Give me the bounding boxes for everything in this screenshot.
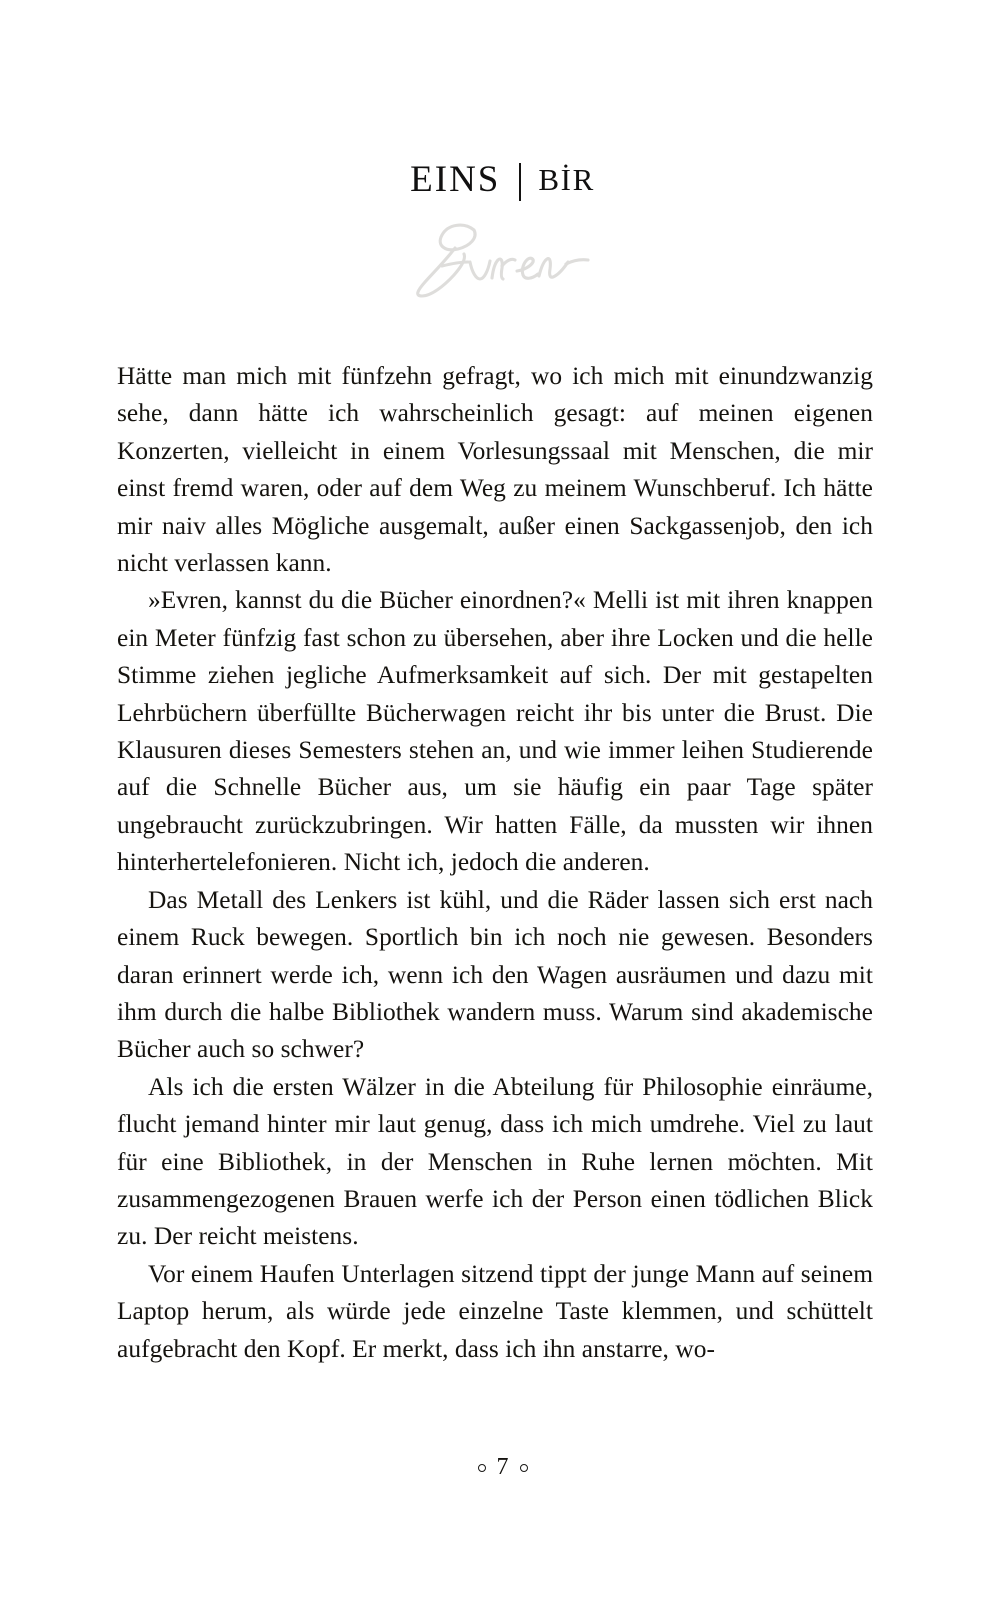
chapter-number-label: EINS <box>410 159 501 200</box>
chapter-heading <box>0 158 1005 201</box>
paragraph: Als ich die ersten Wälzer in die Abteilung für Philosophie einräume, flucht jemand hinter mir laut genug, dass ich mich umdrehe. Viel zu laut für eine Bibliothek, in der Menschen in Ruhe lernen möchten. Mit zusammengezogenen Brauen werfe ich der Person einen tödlichen Blick zu. Der reicht meistens. <box>117 1072 873 1251</box>
handwritten-name-icon <box>398 216 608 304</box>
circle-ornament-icon <box>478 1464 486 1472</box>
page-footer <box>0 1455 1005 1479</box>
page-number: 7 <box>496 1454 509 1480</box>
paragraph: Vor einem Haufen Unterlagen sitzend tippt der junge Mann auf seinem Laptop herum, als würde jede einzelne Taste klemmen, und schüttelt aufgebracht den Kopf. Er merkt, dass ich ihn anstarre, wo- <box>117 1259 873 1363</box>
chapter-heading-line <box>410 158 595 201</box>
folio <box>478 1455 528 1479</box>
chapter-signature <box>0 216 1005 304</box>
paragraph: Hätte man mich mit fünfzehn gefragt, wo ich mich mit einundzwanzig sehe, dann hätte ich wahrscheinlich gesagt: auf meinen eigenen Konzerten, vielleicht in einem Vorlesungssaal mit Menschen, die mir einst fremd waren, oder auf dem Weg zu meinem Wunschberuf. Ich hätte mir naiv alles Mögliche ausgemalt, außer einen Sackgassenjob, den ich nicht verlassen kann. <box>117 362 873 578</box>
paragraph: »Evren, kannst du die Bücher einordnen?« Melli ist mit ihren knappen ein Meter fünfzig fast schon zu übersehen, aber ihre Locken und die helle Stimme ziehen jegliche Aufmerksamkeit auf sich. Der mit gestapelten Lehrbüchern überfüllte Bücherwagen reicht ihr bis unter die Brust. Die Klausuren dieses Semesters stehen an, und wie immer leihen Studierende auf die Schnelle Bücher aus, um sie häufig ein paar Tage später ungebraucht zurückzubringen. Wir hatten Fälle, da mussten wir ihnen hinterhertelefonieren. Nicht ich, jedoch die anderen. <box>117 586 873 877</box>
circle-ornament-icon <box>520 1464 528 1472</box>
body-text <box>117 358 873 1368</box>
paragraph: Das Metall des Lenkers ist kühl, und die Räder lassen sich erst nach einem Ruck bewegen. Sportlich bin ich noch nie gewesen. Besonders daran erinnert werde ich, wenn ich den Wagen ausräumen und dazu mit ihm durch die halbe Bibliothek wandern muss. Warum sind akademische Bücher auch so schwer? <box>117 885 873 1064</box>
chapter-separator-rule <box>519 163 521 201</box>
chapter-alt-label: BİR <box>538 161 595 197</box>
